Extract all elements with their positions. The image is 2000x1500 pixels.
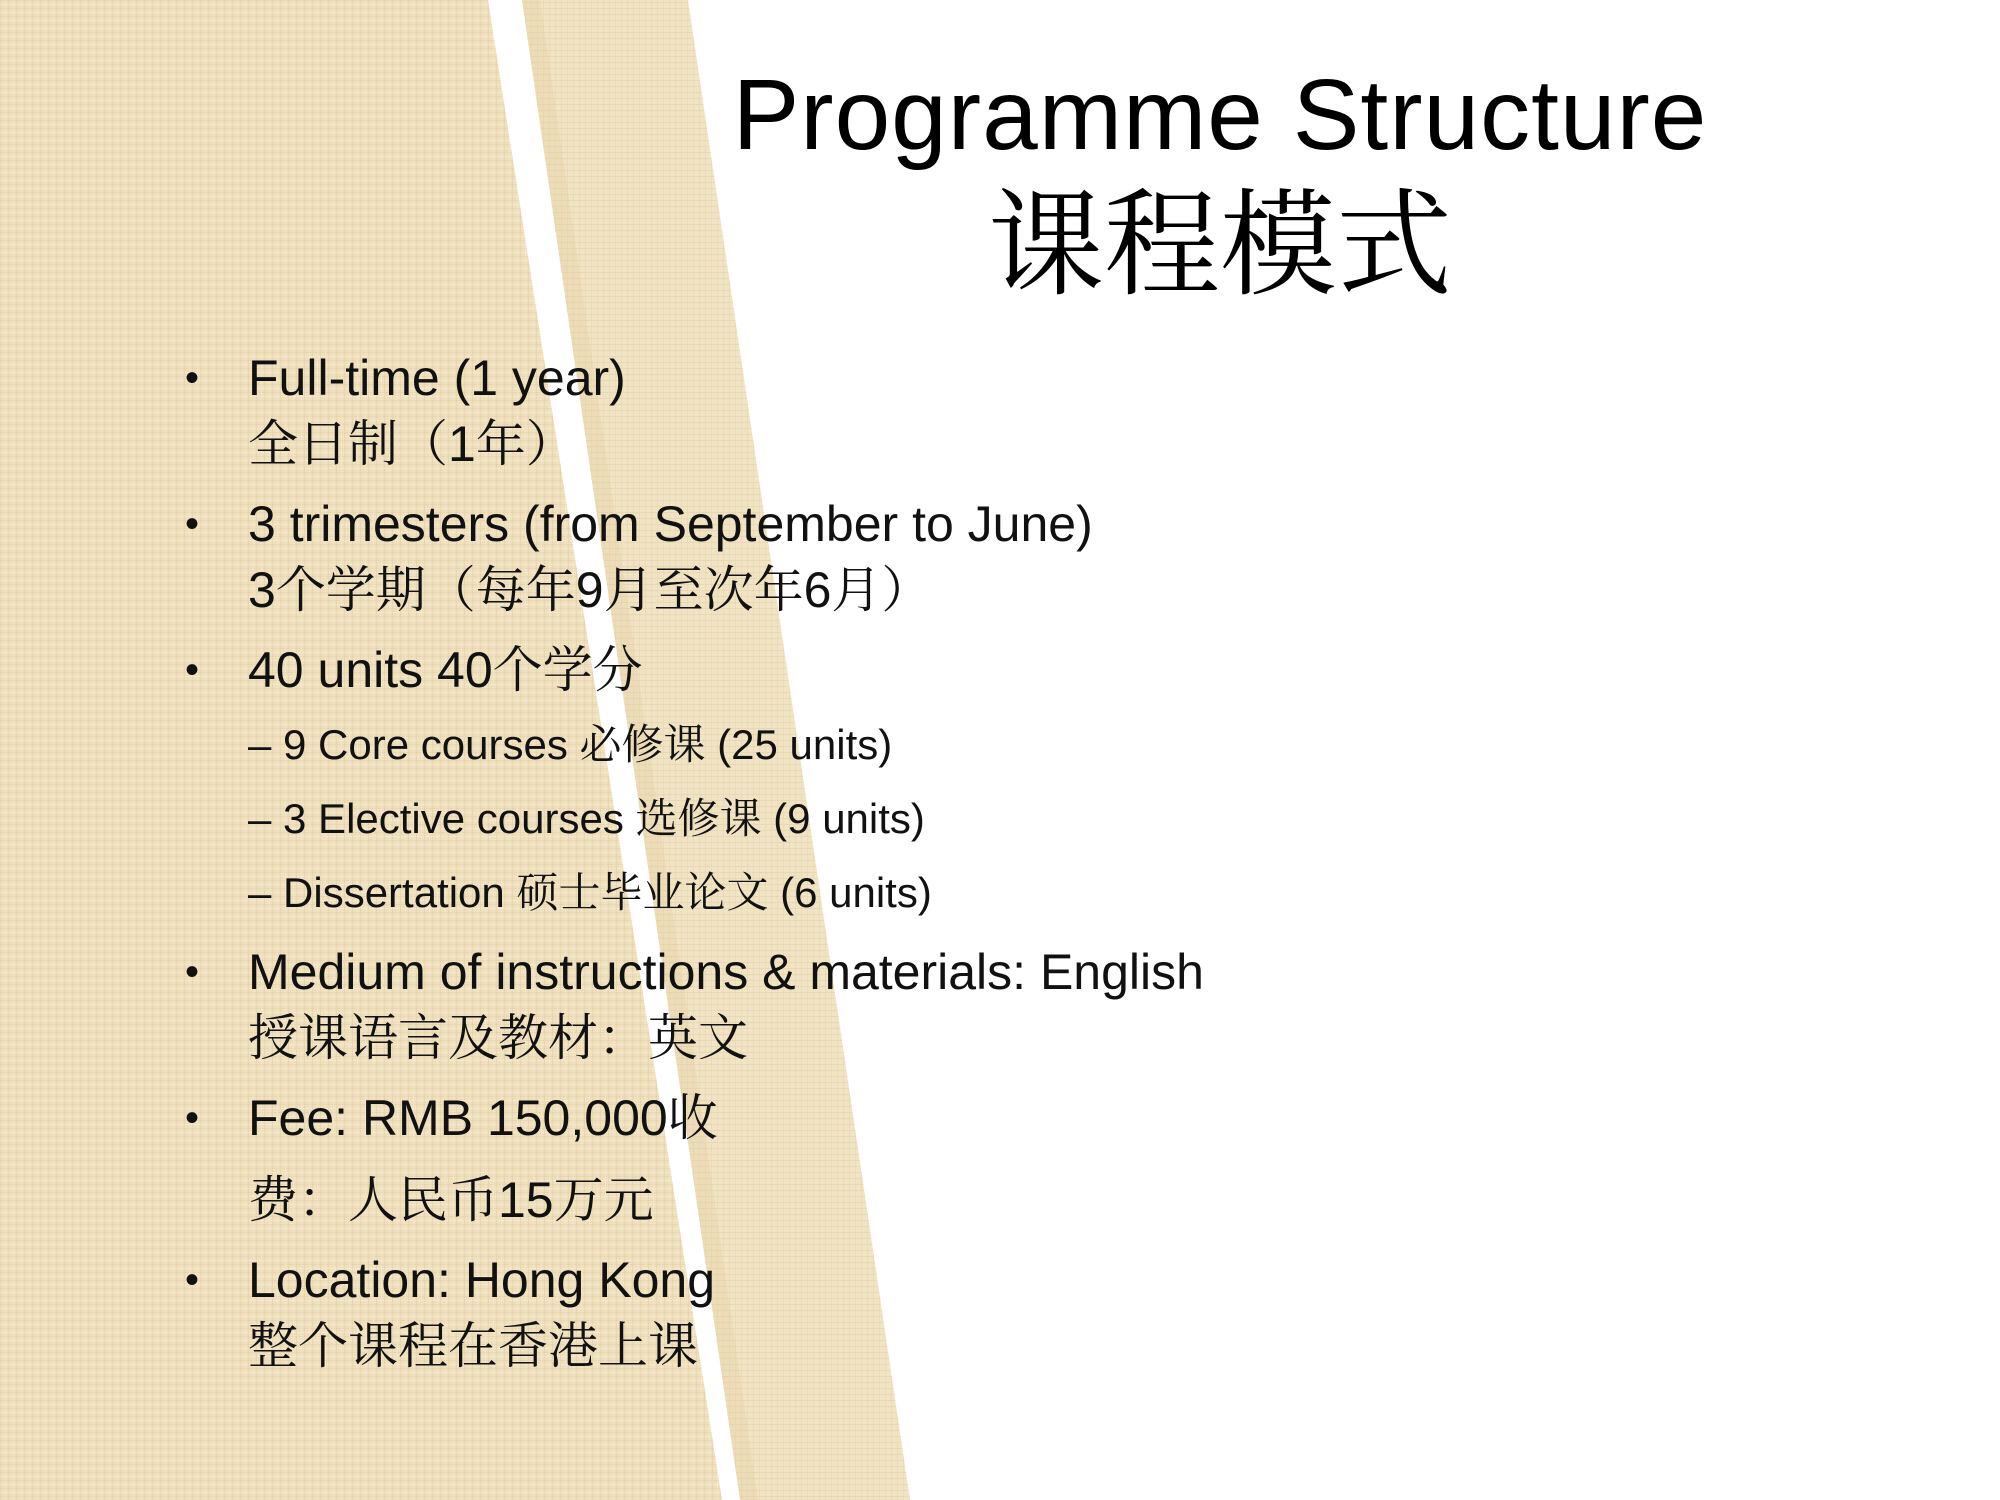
slide-title: Programme Structure <box>732 59 1708 171</box>
sub-item-core-courses: – 9 Core courses 必修课 (25 units) <box>248 721 893 768</box>
bullet-text-chinese: 授课语言及教材：英文 <box>248 1010 748 1066</box>
bullet-item-duration <box>185 345 1685 477</box>
bullet-text-chinese: 整个课程在香港上课 <box>248 1318 698 1374</box>
bullet-text: 3 trimesters (from September to June) <box>248 496 1093 552</box>
bullet-item-location <box>185 1247 1685 1379</box>
bullet-text: Location: Hong Kong <box>248 1252 716 1308</box>
bullet-icon: • <box>185 1096 200 1140</box>
slide-title-chinese: 课程模式 <box>988 180 1452 310</box>
bullet-text: Medium of instructions & materials: English <box>248 944 1204 1000</box>
bullet-text-chinese: 全日制（1年） <box>248 416 576 472</box>
bullet-icon: • <box>185 648 200 692</box>
bullet-item-units <box>185 637 1685 703</box>
bullet-icon: • <box>185 356 200 400</box>
bullet-text: Full-time (1 year) <box>248 350 626 406</box>
sub-item-dissertation: – Dissertation 硕士毕业论文 (6 units) <box>248 869 932 916</box>
bullet-item-medium <box>185 939 1685 1071</box>
bullet-text: Fee: RMB 150,000收 <box>248 1090 718 1146</box>
bullet-text: 40 units 40个学分 <box>248 642 643 698</box>
bullet-text-chinese: 费：人民币15万元 <box>248 1172 654 1228</box>
bullet-list <box>185 345 1685 1393</box>
bullet-item-trimesters <box>185 491 1685 623</box>
bullet-icon: • <box>185 502 200 546</box>
bullet-icon: • <box>185 1258 200 1302</box>
bullet-icon: • <box>185 950 200 994</box>
bullet-item-fee <box>185 1085 1685 1233</box>
bullet-text-chinese: 3个学期（每年9月至次年6月） <box>248 562 932 618</box>
sub-item-elective-courses: – 3 Elective courses 选修课 (9 units) <box>248 795 925 842</box>
